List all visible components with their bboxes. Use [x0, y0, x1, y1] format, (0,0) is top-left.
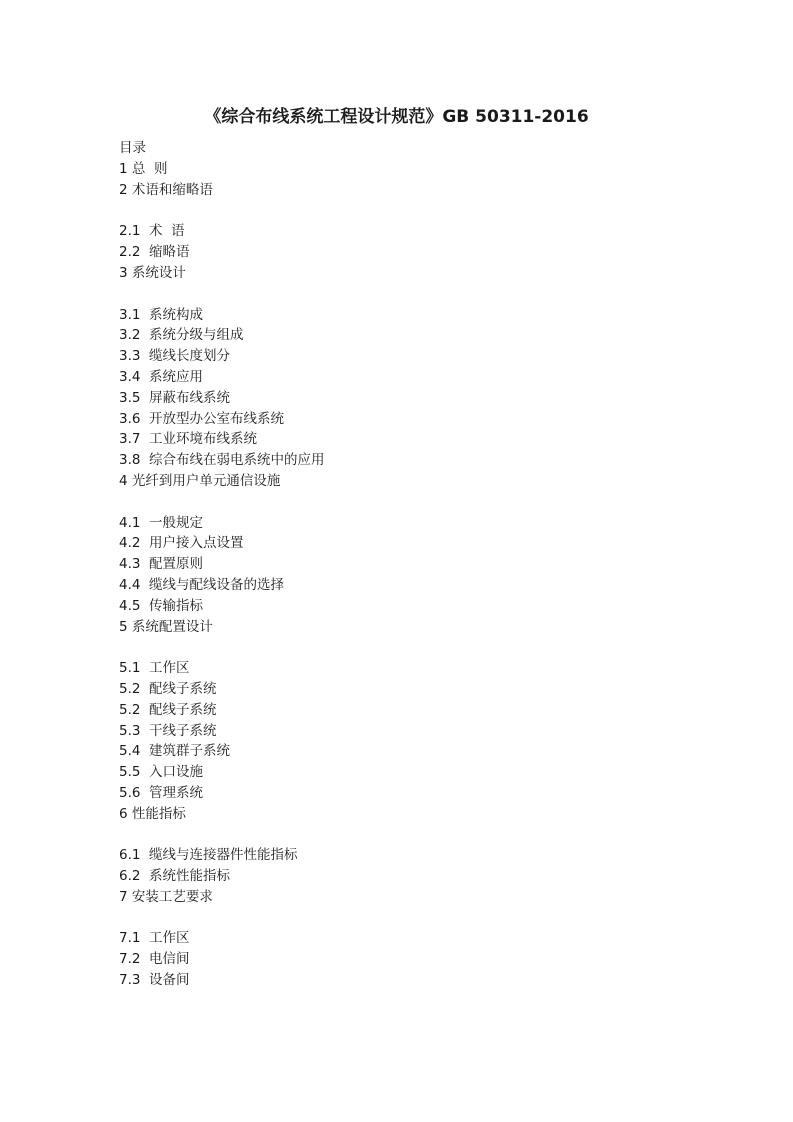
toc-section-entry: 4.4 缆线与配线设备的选择	[119, 576, 285, 593]
toc-section-entry: 4.5 传输指标	[119, 597, 204, 614]
toc-section-entry: 7.1 工作区	[119, 930, 190, 947]
toc-section-entry: 4.3 配置原则	[119, 556, 204, 573]
toc-section-entry: 5.2 配线子系统	[119, 680, 217, 697]
toc-section-entry: 7.2 电信间	[119, 951, 190, 968]
table-of-contents	[119, 159, 325, 991]
toc-section-entry: 5.4 建筑群子系统	[119, 743, 231, 760]
toc-chapter-entry: 2 术语和缩略语	[119, 181, 213, 198]
toc-section-entry: 2.2 缩略语	[119, 244, 190, 261]
toc-chapter-entry: 1 总 则	[119, 161, 168, 177]
toc-chapter-entry: 3 系统设计	[119, 264, 186, 281]
toc-chapter-entry: 5 系统配置设计	[119, 618, 213, 635]
toc-section-entry: 3.4 系统应用	[119, 368, 204, 385]
toc-section-entry: 5.2 配线子系统	[119, 701, 217, 718]
document-title: 《综合布线系统工程设计规范》GB 50311-2016	[204, 107, 589, 127]
toc-section-entry: 5.6 管理系统	[119, 784, 204, 801]
toc-section-entry: 3.5 屏蔽布线系统	[119, 389, 231, 406]
toc-section-entry: 3.2 系统分级与组成	[119, 327, 244, 344]
toc-section-entry: 5.3 干线子系统	[119, 722, 217, 739]
toc-section-entry: 3.3 缆线长度划分	[119, 348, 231, 365]
toc-section-entry: 3.7 工业环境布线系统	[119, 431, 258, 448]
toc-chapter-entry: 4 光纤到用户单元通信设施	[119, 472, 281, 489]
toc-section-entry: 5.5 入口设施	[119, 764, 204, 781]
toc-section-entry: 4.2 用户接入点设置	[119, 535, 244, 552]
toc-heading: 目录	[119, 140, 146, 156]
toc-section-entry: 6.2 系统性能指标	[119, 868, 231, 885]
toc-chapter-entry: 6 性能指标	[119, 805, 186, 822]
toc-section-entry: 5.1 工作区	[119, 660, 190, 677]
toc-section-entry: 7.3 设备间	[119, 972, 190, 989]
toc-section-entry: 6.1 缆线与连接器件性能指标	[119, 847, 298, 864]
toc-chapter-entry: 7 安装工艺要求	[119, 888, 213, 905]
toc-section-entry: 2.1 术 语	[119, 223, 185, 240]
toc-section-entry: 4.1 一般规定	[119, 514, 204, 531]
toc-section-entry: 3.6 开放型办公室布线系统	[119, 410, 285, 427]
toc-section-entry: 3.1 系统构成	[119, 306, 204, 323]
toc-section-entry: 3.8 综合布线在弱电系统中的应用	[119, 452, 325, 469]
